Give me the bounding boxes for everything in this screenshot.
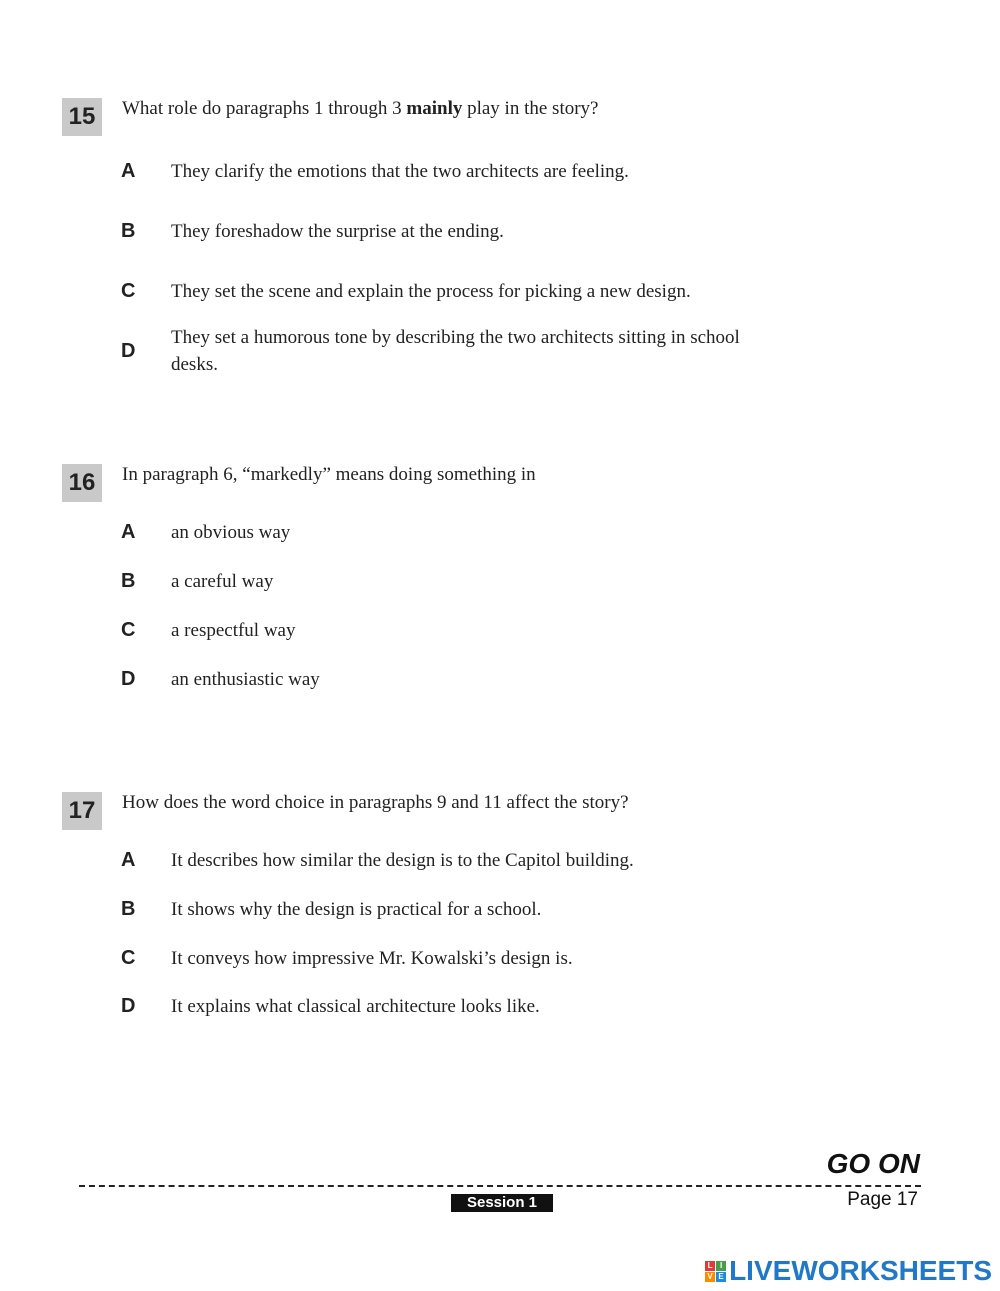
option-letter: A (121, 160, 136, 182)
page-number: Page 17 (847, 1189, 918, 1210)
answer-option-c[interactable] (121, 617, 801, 644)
option-letter: A (121, 849, 136, 871)
logo-letter-e: E (716, 1272, 726, 1282)
option-letter: D (121, 995, 136, 1017)
option-text: It explains what classical architecture looks like. (171, 996, 540, 1017)
option-letter: C (121, 280, 136, 302)
prompt-part: play in the story? (462, 98, 599, 119)
option-letter: C (121, 619, 136, 641)
option-text: They set a humorous tone by describing the two architects sitting in school desks. (171, 327, 740, 375)
option-text: an obvious way (171, 522, 291, 543)
liveworksheets-logo-icon (705, 1261, 726, 1282)
question-number: 16 (62, 464, 102, 502)
dashed-divider (79, 1185, 921, 1187)
option-text: It describes how similar the design is to the Capitol building. (171, 850, 634, 871)
logo-letter-i: I (716, 1261, 726, 1271)
option-text: a respectful way (171, 620, 296, 641)
option-text: It conveys how impressive Mr. Kowalski’s design is. (171, 948, 573, 969)
option-text: They clarify the emotions that the two architects are feeling. (171, 161, 629, 182)
option-text: an enthusiastic way (171, 669, 320, 690)
session-badge: Session 1 (451, 1194, 553, 1212)
option-letter: B (121, 570, 136, 592)
option-letter: D (121, 668, 136, 690)
prompt-part: What role do paragraphs 1 through 3 (122, 98, 407, 119)
answer-option-b[interactable] (121, 896, 801, 923)
logo-letter-v: V (705, 1272, 715, 1282)
prompt-emphasis: mainly (406, 98, 463, 119)
option-letter: B (121, 220, 136, 242)
option-text: They set the scene and explain the process for picking a new design. (171, 281, 691, 302)
question-prompt: How does the word choice in paragraphs 9 and 11 affect the story? (122, 792, 629, 813)
question-prompt (122, 96, 802, 122)
answer-option-d[interactable] (121, 666, 801, 693)
logo-letter-l: L (705, 1261, 715, 1271)
answer-option-c[interactable] (121, 278, 801, 305)
option-letter: A (121, 521, 136, 543)
liveworksheets-brand[interactable] (705, 1255, 992, 1287)
answer-option-a[interactable] (121, 158, 801, 185)
answer-option-c[interactable] (121, 945, 801, 972)
answer-option-d[interactable] (121, 993, 801, 1020)
option-text: They foreshadow the surprise at the ending. (171, 221, 504, 242)
answer-option-a[interactable] (121, 519, 801, 546)
option-text: a careful way (171, 571, 274, 592)
answer-option-b[interactable] (121, 568, 801, 595)
option-letter: C (121, 947, 136, 969)
answer-option-d[interactable] (121, 324, 801, 378)
brand-name: LIVEWORKSHEETS (729, 1255, 992, 1286)
option-letter: B (121, 898, 136, 920)
answer-option-a[interactable] (121, 847, 801, 874)
answer-option-b[interactable] (121, 218, 801, 245)
question-number: 17 (62, 792, 102, 830)
question-number: 15 (62, 98, 102, 136)
option-letter: D (121, 339, 136, 362)
go-on-label: GO ON (826, 1148, 920, 1179)
option-text: It shows why the design is practical for a school. (171, 899, 542, 920)
question-prompt: In paragraph 6, “markedly” means doing something in (122, 464, 536, 485)
